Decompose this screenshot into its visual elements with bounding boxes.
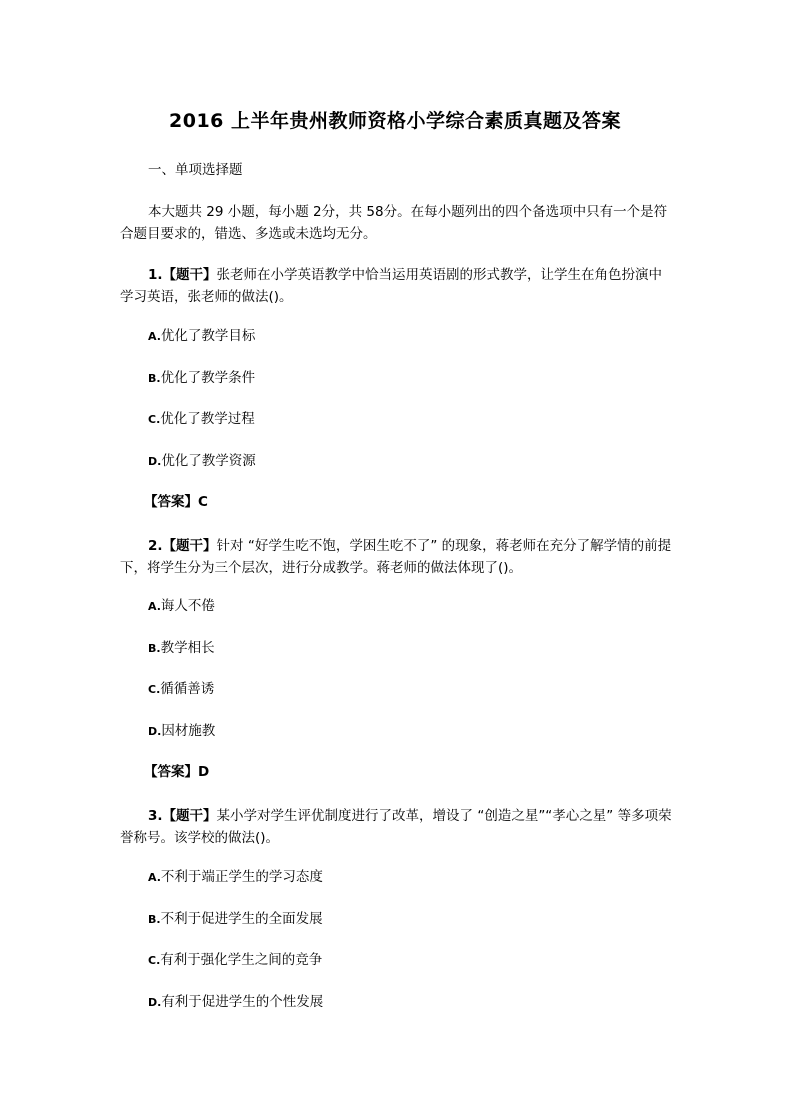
question-1-option-d <box>148 450 256 473</box>
question-3-stem <box>120 805 675 849</box>
option-letter: C. <box>148 413 161 426</box>
option-text: 优化了教学过程 <box>160 411 255 427</box>
question-3-option-a <box>148 866 323 889</box>
answer-value: C <box>198 494 208 510</box>
question-2-number: 2. <box>148 538 163 554</box>
question-1-number: 1. <box>148 267 163 283</box>
question-3-option-c <box>148 949 322 972</box>
section-heading: 一、单项选择题 <box>148 162 243 178</box>
page-title: 2016 上半年贵州教师资格小学综合素质真题及答案 <box>169 110 621 132</box>
question-3-option-b <box>148 908 323 931</box>
question-2-answer <box>144 761 209 783</box>
question-1-tag: 【题干】 <box>162 267 217 283</box>
option-text: 有利于强化学生之间的竞争 <box>160 952 323 968</box>
question-3-number: 3. <box>148 808 163 824</box>
question-1-option-b <box>148 367 255 390</box>
option-letter: C. <box>148 683 161 696</box>
question-2-option-c <box>148 678 214 701</box>
option-letter: B. <box>148 372 161 385</box>
option-text: 不利于促进学生的全面发展 <box>160 911 323 927</box>
option-letter: D. <box>148 455 162 468</box>
option-letter: A. <box>148 871 161 884</box>
answer-value: D <box>198 764 210 780</box>
option-text: 不利于端正学生的学习态度 <box>160 869 323 885</box>
answer-label: 【答案】 <box>144 494 198 510</box>
option-text: 优化了教学目标 <box>160 328 256 344</box>
option-letter: D. <box>148 725 162 738</box>
intro-paragraph <box>120 201 675 245</box>
answer-label: 【答案】 <box>144 764 198 780</box>
question-2-option-d <box>148 720 215 743</box>
question-2-option-b <box>148 637 215 660</box>
option-text: 因材施教 <box>161 723 216 739</box>
intro-text: 本大题共 29 小题，每小题 2分，共 58分。在每小题列出的四个备选项中只有一个是符合题目要求的，错选、多选或未选均无分。 <box>120 204 668 242</box>
option-text: 有利于促进学生的个性发展 <box>161 994 324 1010</box>
question-1-option-a <box>148 325 255 348</box>
option-letter: A. <box>148 600 161 613</box>
option-text: 诲人不倦 <box>160 598 215 614</box>
question-1-answer <box>144 491 208 513</box>
option-letter: B. <box>148 913 161 926</box>
option-letter: C. <box>148 954 161 967</box>
option-letter: B. <box>148 642 161 655</box>
question-2-tag: 【题干】 <box>162 538 217 554</box>
question-2-text: 针对 “好学生吃不饱，学困生吃不了” 的现象，蒋老师在充分了解学情的前提下，将学生分为三个层次，进行分成教学。蒋老师的做法体现了()。 <box>120 538 672 576</box>
question-2-option-a <box>148 595 215 618</box>
option-text: 优化了教学资源 <box>161 453 256 469</box>
question-3-tag: 【题干】 <box>162 808 217 824</box>
option-letter: D. <box>148 996 162 1009</box>
question-1-text: 张老师在小学英语教学中恰当运用英语剧的形式教学，让学生在角色扮演中学习英语，张老师的做法()。 <box>120 267 663 305</box>
option-text: 循循善诱 <box>160 681 215 697</box>
question-1-option-c <box>148 408 255 431</box>
question-1-stem <box>120 264 675 308</box>
question-2-stem <box>120 535 675 579</box>
option-text: 教学相长 <box>160 640 215 656</box>
option-text: 优化了教学条件 <box>160 370 256 386</box>
question-3-option-d <box>148 991 323 1014</box>
option-letter: A. <box>148 330 161 343</box>
question-3-text: 某小学对学生评优制度进行了改革，增设了 “创造之星”“孝心之星” 等多项荣誉称号。该学校的做法()。 <box>120 808 672 846</box>
